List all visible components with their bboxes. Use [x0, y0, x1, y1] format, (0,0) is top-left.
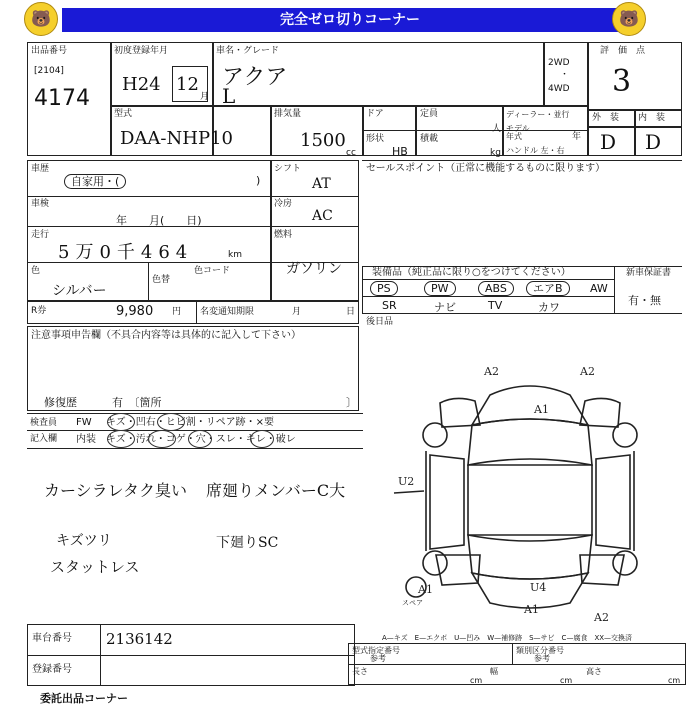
handle-label: ハンドル 左・右	[506, 146, 565, 155]
score-label: 評 価 点	[600, 46, 646, 56]
fuel-label: 燃料	[274, 230, 293, 240]
fw-items: キズ・凹右・ヒビ割・リペア跡・×要	[106, 417, 274, 428]
int-label: 内 装	[638, 113, 666, 123]
shaken-label: 車検	[31, 199, 50, 209]
equip-ps: PS	[370, 281, 398, 296]
color-change-label: 色替	[152, 275, 171, 285]
history-label: 車歴	[31, 164, 50, 174]
mark-a2-left: A2	[484, 365, 499, 378]
interior-items: キズ・汚れ・コゲ・穴・スレ・キレ・破レ	[106, 434, 296, 445]
drive-2wd: 2WD	[548, 58, 570, 68]
aircon-label: 冷房	[274, 199, 293, 209]
regno-label: 登録番号	[32, 664, 72, 675]
note-studless: スタットレス	[50, 558, 140, 576]
equip-airbag: エアB	[526, 281, 570, 296]
mark-a2-rear: A2	[594, 611, 609, 623]
score-value: 3	[612, 64, 632, 99]
chassis-number: 2136142	[106, 630, 173, 648]
repair-value: 有 〔箇所	[112, 396, 162, 409]
mark-a1-side: A1	[418, 583, 433, 596]
shape-value: HB	[392, 145, 408, 158]
mileage-label: 走行	[31, 230, 50, 240]
car-name: アクア	[222, 65, 288, 90]
spare-label: スペア	[402, 599, 423, 607]
color-label: 色	[31, 266, 41, 276]
mark-a1-roof: A1	[534, 403, 549, 416]
category-label: 類別区分番号	[516, 646, 564, 655]
length-label: 長さ	[352, 667, 368, 676]
color-value: シルバー	[52, 283, 107, 299]
lot-number: 4174	[34, 86, 90, 111]
model-value: DAA-NHP10	[120, 128, 233, 149]
equip-tv: TV	[488, 299, 503, 312]
note-smell: カーシラレタク臭い	[44, 481, 188, 500]
load-label: 積載	[420, 134, 439, 144]
sales-points-label: セールスポイント（正常に機能するものに限ります）	[366, 163, 606, 174]
interior-label: 内装	[76, 434, 96, 445]
bear-mascot-icon: 🐻	[24, 2, 58, 36]
name-label: 車名・グレード	[216, 46, 280, 56]
ext-label: 外 装	[592, 113, 620, 123]
aircon-value: AC	[312, 208, 333, 224]
lot-label: 出品番号	[31, 46, 68, 56]
car-damage-diagram	[380, 355, 680, 623]
disp-label: 排気量	[274, 109, 302, 119]
reg-era: H24	[122, 74, 161, 95]
dealer-label: ディーラー・並行	[506, 110, 570, 119]
declaration-label: 注意事項申告欄（不具合内容等は具体的に記入して下さい）	[31, 330, 301, 341]
warranty-label: 新車保証書	[626, 268, 672, 278]
equip-leather: カワ	[538, 301, 560, 314]
mark-u2: U2	[398, 475, 415, 488]
note-member: 席廻りメンバーC大	[206, 481, 346, 500]
later-items-label: 後日品	[366, 317, 394, 327]
door-label: ドア	[366, 109, 384, 119]
equip-pw: PW	[424, 281, 456, 296]
int-grade: D	[645, 130, 662, 154]
lot-sub: [2104]	[34, 66, 64, 76]
reg-label: 初度登録年月	[114, 46, 169, 56]
ext-grade: D	[600, 130, 617, 154]
chassis-label: 車台番号	[32, 633, 72, 644]
equipment-label: 装備品（純正品に限り○をつけてください）	[372, 267, 571, 278]
history-value: 自家用・(	[64, 174, 126, 189]
reg-month-unit: 月	[200, 92, 210, 102]
footer-title: 委託出品コーナー	[40, 692, 128, 705]
color-code-label: 色コード	[194, 266, 231, 276]
shift-value: AT	[312, 176, 331, 192]
note-scratch: キズツリ	[56, 533, 112, 549]
page-title: 完全ゼロ切りコーナー	[62, 8, 638, 32]
mark-a1-rear: A1	[524, 603, 539, 616]
mark-u4: U4	[530, 581, 547, 594]
damage-legend: A—キズ E—エクボ U—凹み W—補修跡 S—サビ C—腐食 XX—交換済	[382, 634, 633, 642]
model-desig-label: 型式指定番号	[352, 646, 400, 655]
drive-4wd: 4WD	[548, 84, 570, 94]
repair-label: 修復歴	[44, 396, 77, 409]
height-label: 高さ	[586, 667, 602, 676]
equip-sr: SR	[382, 299, 397, 312]
equip-navi: ナビ	[434, 301, 456, 314]
fw-label: FW	[76, 417, 92, 428]
recycle-value: 9,980	[116, 304, 154, 319]
mileage-value: 5万0千464	[58, 242, 194, 263]
equip-aw: AW	[590, 282, 608, 295]
car-grade: L	[222, 84, 236, 108]
shaken-value: 年 月( 日)	[116, 214, 202, 227]
disp-value: 1500	[300, 130, 346, 151]
cap-label: 定員	[420, 109, 439, 119]
width-label: 幅	[490, 667, 498, 676]
equip-abs: ABS	[478, 281, 514, 296]
shift-label: シフト	[274, 164, 302, 174]
shape-label: 形状	[366, 134, 385, 144]
reg-month: 12	[176, 74, 199, 95]
inspector-label: 検査員	[30, 418, 58, 428]
model-label: 型式	[114, 109, 133, 119]
recycle-label: R券	[31, 306, 47, 316]
fuel-value: ガソリン	[286, 261, 342, 277]
note-underbody: 下廻りSC	[216, 535, 279, 551]
warranty-value: 有・無	[628, 294, 661, 307]
bear-mascot-icon: 🐻	[612, 2, 646, 36]
mark-a2-right: A2	[580, 365, 595, 378]
notice-label: 名変通知期限	[200, 307, 255, 317]
